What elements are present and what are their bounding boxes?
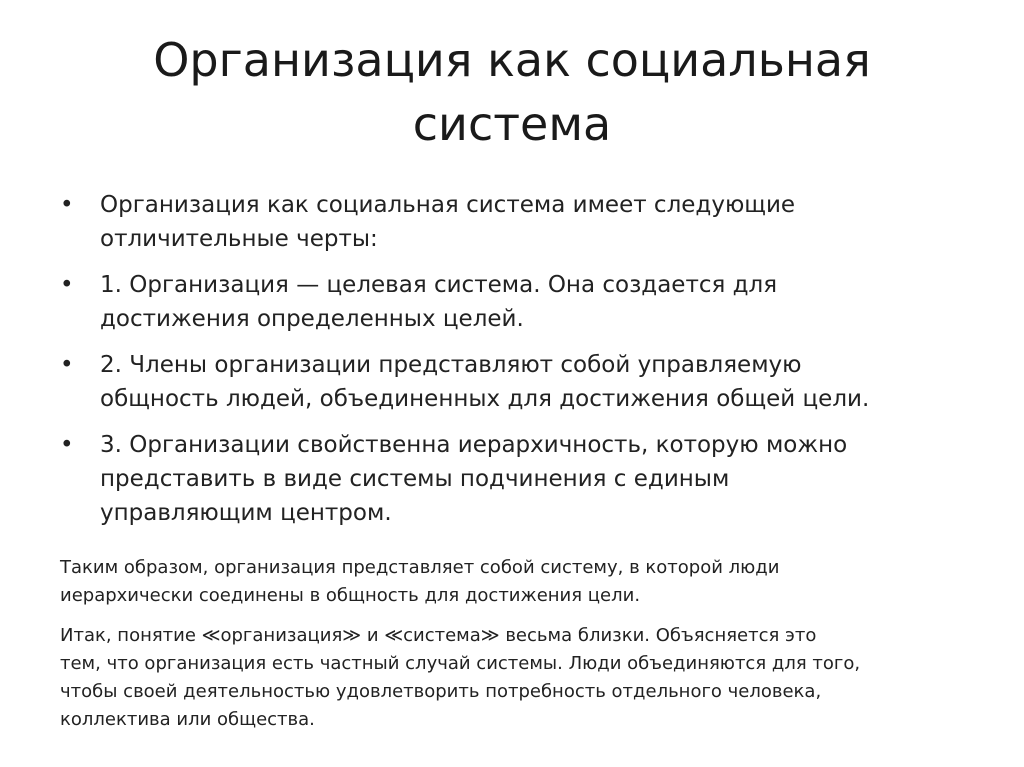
bullet-text-line: общность людей, объединенных для достижения общей цели. [100,386,870,412]
slide-title-line: система [412,97,612,151]
bullet-item [60,268,960,336]
summary-paragraph [60,554,965,610]
bullet-dot-icon: • [60,192,74,218]
slide-title-line: Организация как социальная [153,33,871,87]
bullet-text-line: 3. Организации свойственна иерархичность, которую можно [100,432,848,458]
bullet-list [60,188,960,542]
bullet-text-line: 2. Члены организации представляют собой управляемую [100,352,802,378]
bullet-item [60,428,960,530]
bullet-dot-icon: • [60,272,74,298]
bullet-item [60,348,960,416]
bullet-dot-icon: • [60,352,74,378]
bullet-text-line: управляющим центром. [100,500,392,526]
bullet-dot-icon: • [60,432,74,458]
conclusion-paragraph [60,622,965,734]
bullet-text-line: 1. Организация — целевая система. Она создается для [100,272,778,298]
paragraph-line: Таким образом, организация представляет собой систему, в которой люди [60,557,780,578]
bullet-item [60,188,960,256]
paragraph-line: тем, что организация есть частный случай системы. Люди объединяются для того, [60,653,861,674]
bullet-text-line: представить в виде системы подчинения с единым [100,466,730,492]
slide-title [70,28,954,156]
paragraph-line: Итак, понятие ≪организация≫ и ≪система≫ весьма близки. Объясняется это [60,625,817,646]
paragraph-line: иерархически соединены в общность для достижения цели. [60,585,641,606]
paragraph-line: коллектива или общества. [60,709,315,730]
paragraph-line: чтобы своей деятельностью удовлетворить потребность отдельного человека, [60,681,822,702]
bullet-text-line: достижения определенных целей. [100,306,524,332]
bullet-text-line: Организация как социальная система имеет следующие [100,192,796,218]
bullet-text-line: отличительные черты: [100,226,378,252]
